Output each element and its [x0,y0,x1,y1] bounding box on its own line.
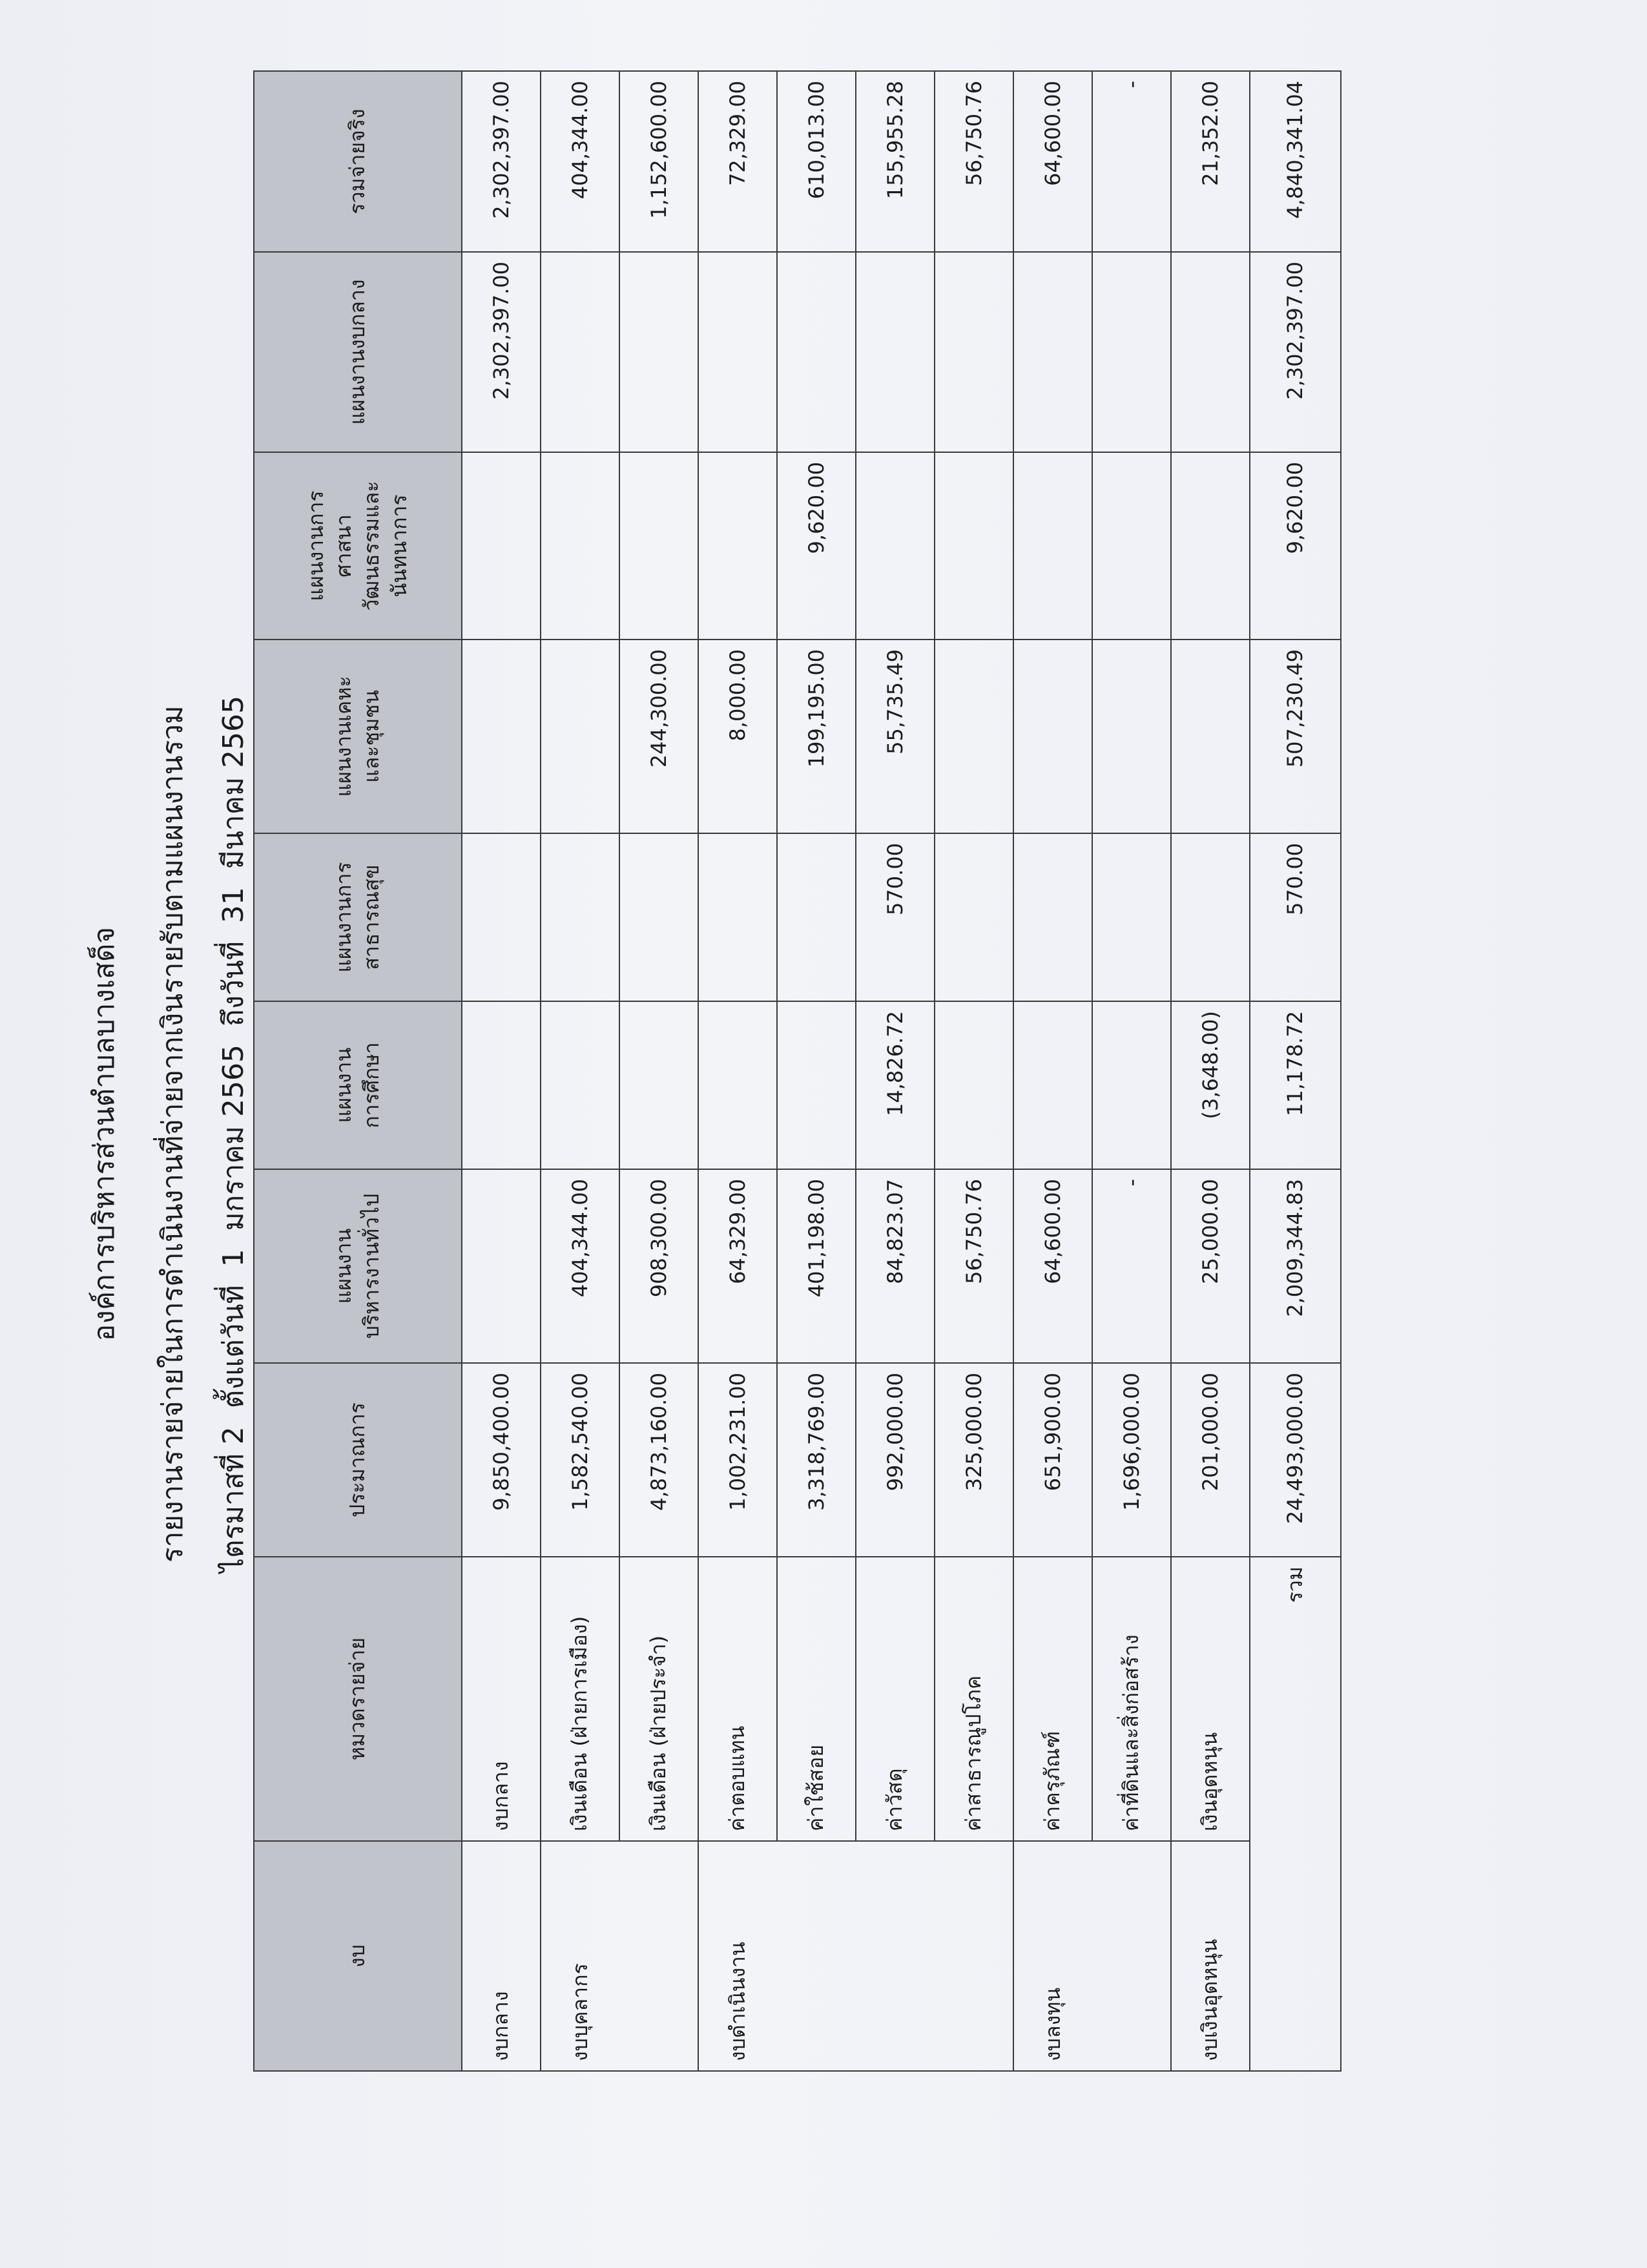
table-row [1013,71,1092,2071]
cell-housing [935,640,1013,833]
cell-education [619,1001,698,1169]
col-header-total: รวมจ่ายจริง [254,71,462,252]
col-header-estimate: ประมาณการ [254,1363,462,1557]
table-row [1171,71,1250,2071]
cell-budget: งบลงทุน [1013,1841,1092,2071]
cell-category: ค่าสาธารณูปโภค [935,1557,1013,1841]
cell-public-health: 570.00 [856,833,935,1001]
cell-budget: งบกลาง [462,1841,541,2071]
table-header-row [254,71,462,2071]
col-header-public-health: แผนงานการ สาธารณสุข [254,833,462,1001]
cell-estimate: 3,318,769.00 [777,1363,856,1557]
cell-estimate: 201,000.00 [1171,1363,1250,1557]
period-to-day: 31 [217,887,250,924]
cell-estimate: 1,582,540.00 [541,1363,619,1557]
total-education: 11,178.72 [1250,1001,1341,1169]
col-header-education: แผนงาน การศึกษา [254,1001,462,1169]
cell-general-admin: - [1092,1169,1171,1363]
cell-total: 404,344.00 [541,71,619,252]
cell-category: ค่าที่ดินและสิ่งก่อสร้าง [1092,1557,1171,1841]
cell-central-fund [619,252,698,452]
cell-religion-culture [935,452,1013,640]
cell-total: 2,302,397.00 [462,71,541,252]
cell-general-admin: 404,344.00 [541,1169,619,1363]
cell-category: เงินเดือน (ฝ่ายประจำ) [619,1557,698,1841]
cell-estimate: 651,900.00 [1013,1363,1092,1557]
cell-religion-culture [619,452,698,640]
cell-category: งบกลาง [462,1557,541,1841]
table-row [619,71,698,2071]
cell-budget: งบเงินอุดหนุน [1171,1841,1250,2071]
cell-public-health [541,833,619,1001]
cell-estimate: 1,002,231.00 [698,1363,777,1557]
period-from-day: 1 [217,1249,250,1267]
org-name: องค์การบริหารส่วนตำบลบางเสด็จ [88,926,121,1342]
cell-total: 1,152,600.00 [619,71,698,252]
total-public-health: 570.00 [1250,833,1341,1001]
cell-housing [1013,640,1092,833]
cell-estimate: 1,696,000.00 [1092,1363,1171,1557]
total-grand: 4,840,341.04 [1250,71,1341,252]
cell-public-health [698,833,777,1001]
cell-religion-culture: 9,620.00 [777,452,856,640]
cell-education [1013,1001,1092,1169]
cell-total: 72,329.00 [698,71,777,252]
cell-education [698,1001,777,1169]
cell-estimate: 9,850,400.00 [462,1363,541,1557]
cell-education [541,1001,619,1169]
col-header-category: หมวดรายจ่าย [254,1557,462,1841]
cell-budget [777,1841,856,2071]
report-title: รายงานรายจ่ายในการดำเนินงานที่จ่ายจากเงินรายรับตามแผนงานรวม [156,705,189,1563]
cell-religion-culture [1092,452,1171,640]
cell-central-fund [1092,252,1171,452]
period-quarter: ไตรมาสที่ 2 [217,1426,250,1573]
cell-general-admin: 84,823.07 [856,1169,935,1363]
cell-budget: งบบุคลากร [541,1841,619,2071]
cell-public-health [1171,833,1250,1001]
cell-total: 64,600.00 [1013,71,1092,252]
cell-estimate: 325,000.00 [935,1363,1013,1557]
cell-total: 610,013.00 [777,71,856,252]
cell-estimate: 4,873,160.00 [619,1363,698,1557]
period-to-month-year: มีนาคม 2565 [217,695,250,869]
cell-general-admin [462,1169,541,1363]
total-religion-culture: 9,620.00 [1250,452,1341,640]
table-row [777,71,856,2071]
total-general-admin: 2,009,344.83 [1250,1169,1341,1363]
table-row [935,71,1013,2071]
cell-category: เงินเดือน (ฝ่ายการเมือง) [541,1557,619,1841]
cell-public-health [619,833,698,1001]
cell-public-health [1013,833,1092,1001]
table-row [462,71,541,2071]
cell-public-health [1092,833,1171,1001]
cell-general-admin: 908,300.00 [619,1169,698,1363]
cell-education [1092,1001,1171,1169]
cell-housing [1092,640,1171,833]
cell-budget: งบดำเนินงาน [698,1841,777,2071]
cell-total: 21,352.00 [1171,71,1250,252]
cell-budget [935,1841,1013,2071]
cell-general-admin: 64,600.00 [1013,1169,1092,1363]
cell-total: - [1092,71,1171,252]
table-row [541,71,619,2071]
cell-public-health [462,833,541,1001]
cell-religion-culture [856,452,935,640]
cell-general-admin: 25,000.00 [1171,1169,1250,1363]
table-row [1092,71,1171,2071]
total-central-fund: 2,302,397.00 [1250,252,1341,452]
table-row [698,71,777,2071]
cell-housing [1171,640,1250,833]
total-label: รวม [1250,1557,1341,2071]
cell-category: เงินอุดหนุน [1171,1557,1250,1841]
cell-housing: 199,195.00 [777,640,856,833]
cell-total: 155,955.28 [856,71,935,252]
cell-education [777,1001,856,1169]
cell-central-fund [1171,252,1250,452]
cell-central-fund [698,252,777,452]
cell-general-admin: 64,329.00 [698,1169,777,1363]
total-housing: 507,230.49 [1250,640,1341,833]
cell-public-health [935,833,1013,1001]
cell-general-admin: 401,198.00 [777,1169,856,1363]
expense-table [253,70,1341,2072]
cell-housing [541,640,619,833]
cell-religion-culture [541,452,619,640]
cell-religion-culture [1013,452,1092,640]
table-row [856,71,935,2071]
cell-education [935,1001,1013,1169]
cell-housing: 55,735.49 [856,640,935,833]
cell-category: ค่าวัสดุ [856,1557,935,1841]
cell-education [462,1001,541,1169]
table-total-row [1250,71,1341,2071]
cell-budget [1092,1841,1171,2071]
col-header-general-admin: แผนงาน บริหารงานทั่วไป [254,1169,462,1363]
period-from-label: ตั้งแต่วันที่ [217,1285,250,1409]
cell-religion-culture [698,452,777,640]
cell-housing: 8,000.00 [698,640,777,833]
cell-central-fund: 2,302,397.00 [462,252,541,452]
cell-central-fund [541,252,619,452]
period-to-label: ถึงวันที่ [217,941,250,1027]
cell-budget [619,1841,698,2071]
total-estimate: 24,493,000.00 [1250,1363,1341,1557]
cell-education: 14,826.72 [856,1001,935,1169]
cell-religion-culture [462,452,541,640]
report-period [211,0,256,2268]
cell-general-admin: 56,750.76 [935,1169,1013,1363]
cell-public-health [777,833,856,1001]
cell-religion-culture [1171,452,1250,640]
cell-central-fund [935,252,1013,452]
cell-housing: 244,300.00 [619,640,698,833]
cell-central-fund [1013,252,1092,452]
cell-housing [462,640,541,833]
cell-total: 56,750.76 [935,71,1013,252]
col-header-central-fund: แผนงานงบกลาง [254,252,462,452]
col-header-religion-culture: แผนงานการ ศาสนา วัฒนธรรมและ นันทนาการ [254,452,462,640]
cell-central-fund [856,252,935,452]
cell-budget [856,1841,935,2071]
cell-category: ค่าตอบแทน [698,1557,777,1841]
cell-estimate: 992,000.00 [856,1363,935,1557]
cell-education: (3,648.00) [1171,1001,1250,1169]
cell-central-fund [777,252,856,452]
cell-category: ค่าครุภัณฑ์ [1013,1557,1092,1841]
cell-category: ค่าใช้สอย [777,1557,856,1841]
period-from-month-year: มกราคม 2565 [217,1045,250,1231]
col-header-housing: แผนงานเคหะ และชุมชน [254,640,462,833]
col-header-budget: งบ [254,1841,462,2071]
